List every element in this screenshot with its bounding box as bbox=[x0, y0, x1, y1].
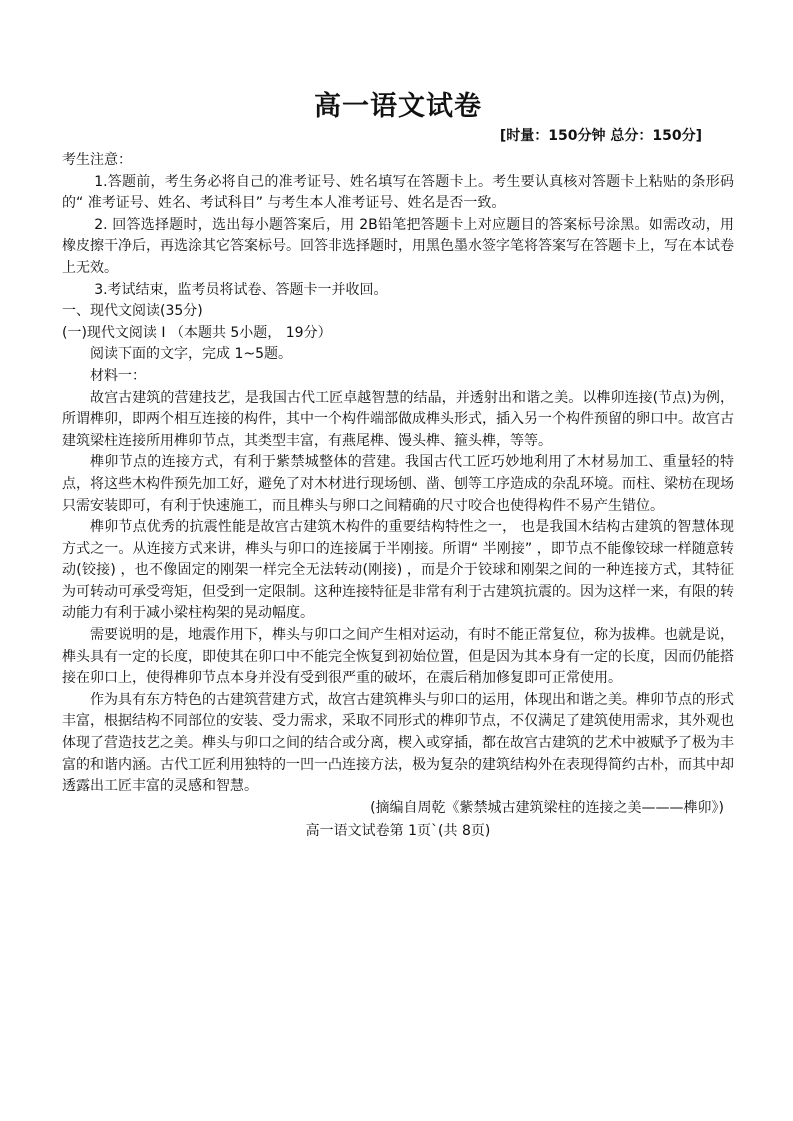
reading-instruction: 阅读下面的文字，完成 1~5题。 bbox=[90, 346, 292, 363]
passage-paragraph: 榫卯节点优秀的抗震性能是故宫古建筑木构件的重要结构特性之一， 也是我国木结构古建筑的智慧体现方式之一。从连接方式来讲，榫头与卯口的连接属于半刚接。所谓“ 半刚接” ，即节点不能像铰球一样随意转动(铰接) ，也不像固定的刚架一样完全无法转动(刚接) ，而是介于铰球和刚架之间的一种连接方式，其特征为可转动可承受弯矩，但受到一定限制。这种连接特征是非常有利于古建筑抗震的。因为这样一来，有限的转动能力有利于减小梁柱构架的晃动幅度。 bbox=[62, 519, 734, 622]
passage-paragraph: 榫卯节点的连接方式，有利于紫禁城整体的营建。我国古代工匠巧妙地利用了木材易加工、重量轻的特点，将这些木构件预先加工好，避免了对木材进行现场刨、凿、刨等工序造成的杂乱环境。而柱、梁枋在现场只需安装即可，有利于快速施工，而且榫头与卵口之间精确的尺寸咬合也使得构件不易产生错位。 bbox=[62, 454, 734, 514]
notice-item-1: 1.答题前，考生务必将自己的准考证号、姓名填写在答题卡上。考生要认真核对答题卡上粘贴的条形码的“ 准考证号、姓名、考试科目” 与考生本人准考证号、姓名是否一致。 bbox=[62, 173, 734, 212]
exam-title: 高一语文试卷 bbox=[314, 91, 482, 122]
page-footer: 高一语文试卷第 1页`(共 8页) bbox=[305, 823, 491, 840]
exam-time-info: [时量：150分钟 总分：150分] bbox=[499, 128, 702, 144]
section-heading: 一、现代文阅读(35分) bbox=[62, 303, 203, 320]
notice-item-2: 2. 回答选择题时，选出每小题答案后，用 2B铅笔把答题卡上对应题目的答案标号涂黑。如需改动，用橡皮擦干净后，再选涂其它答案标号。回答非选择题时，用黑色墨水签字笔将答案写在答题卡上，写在本试卷上无效。 bbox=[62, 216, 734, 276]
notice-heading: 考生注意： bbox=[62, 152, 132, 168]
passage-paragraph: 作为具有东方特色的古建筑营建方式，故宫古建筑榫头与卯口的运用，体现出和谐之美。榫卯节点的形式丰富，根据结构不同部位的安装、受力需求，采取不同形式的榫卯节点，不仅满足了建筑使用需求，其外观也体现了营造技艺之美。榫头与卯口之间的结合或分离，楔入或穿插，都在故宫古建筑的艺术中被赋予了极为丰富的和谐内涵。古代工匠利用独特的一凹一凸连接方法，极为复杂的建筑结构外在表现得简约古朴，而其中却透露出工匠丰富的灵感和智慧。 bbox=[62, 691, 734, 795]
passage-source: (摘编自周乾《紫禁城古建筑梁柱的连接之美———榫卯》) bbox=[370, 799, 724, 816]
material-label: 材料一： bbox=[90, 367, 146, 384]
exam-page bbox=[62, 88, 734, 843]
notice-item-3: 3.考试结束，监考员将试卷、答题卡一并收回。 bbox=[94, 281, 388, 298]
passage-paragraph: 故宫古建筑的营建技艺，是我国古代工匠卓越智慧的结晶，并透射出和谐之美。以榫卯连接(节点)为例，所谓榫卯，即两个相互连接的构件，其中一个构件端部做成榫头形式，插入另一个构件预留的卵口中。故宫古建筑梁柱连接所用榫卯节点，其类型丰富，有燕尾榫、馒头榫、箍头榫，等等。 bbox=[62, 389, 734, 449]
passage-paragraph: 需要说明的是，地震作用下，榫头与卯口之间产生相对运动，有时不能正常复位，称为拔榫。也就是说，榫头具有一定的长度，即使其在卯口中不能完全恢复到初始位置，但是因为其本身有一定的长度，因而仍能搭接在卯口上，使得榫卯节点本身并没有受到很严重的破坏，在震后稍加修复即可正常使用。 bbox=[62, 627, 734, 687]
subsection-heading: (一)现代文阅读 I （本题共 5小题， 19分） bbox=[62, 324, 332, 341]
